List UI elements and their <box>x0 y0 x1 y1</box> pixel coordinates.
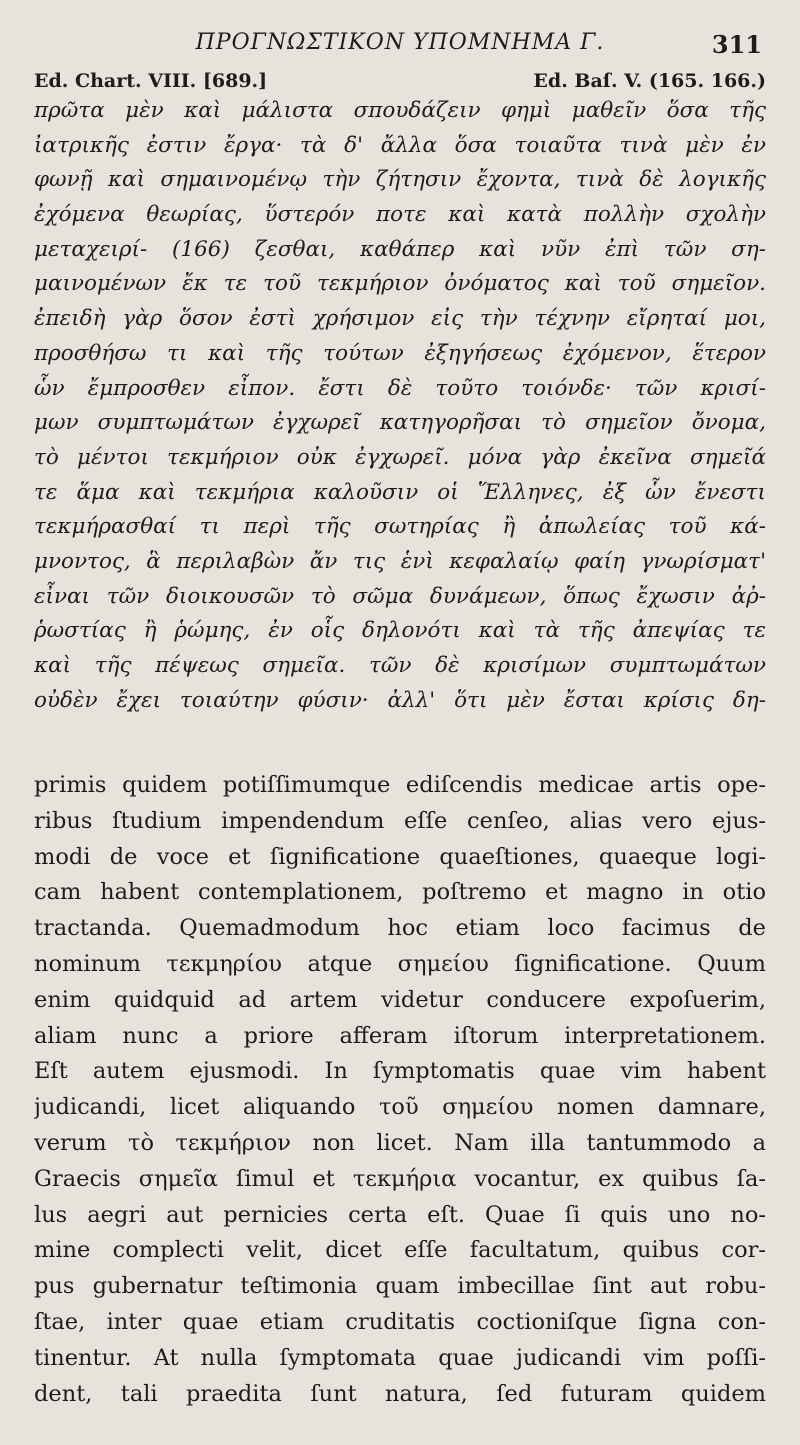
latin-line: modi de voce et ſignificatione quaeſtiones, quaeque logi- <box>34 843 766 870</box>
latin-line: mine complecti velit, dicet eſſe facultatum, quibus cor- <box>34 1237 766 1264</box>
greek-line: τὸ μέντοι τεκμήριον οὐκ ἐγχωρεῖ. μόνα γὰρ ἐκεῖνα σημεῖά <box>34 444 766 470</box>
greek-line: μεταχειρί- (166) ζεσθαι, καθάπερ καὶ νῦν ἐπὶ τῶν ση- <box>34 236 766 262</box>
latin-line: ribus ſtudium impendendum eſſe cenſeo, alias vero ejus- <box>34 807 766 834</box>
latin-line: dent, tali praedita ſunt natura, ſed futuram quidem <box>34 1380 766 1407</box>
greek-line: καὶ τῆς πέψεως σημεῖα. τῶν δὲ κρισίμων συμπτωμάτων <box>34 653 766 678</box>
greek-line: προσθήσω τι καὶ τῆς τούτων ἐξηγήσεως ἐχόμενον, ἕτερον <box>34 340 766 366</box>
edition-reference-left: Ed. Chart. VIII. [689.] <box>34 70 268 92</box>
latin-line: lus aegri aut pernicies certa eſt. Quae ſi quis uno no- <box>34 1201 766 1228</box>
greek-line: πρῶτα μὲν καὶ μάλιστα σπουδάζειν φημὶ μαθεῖν ὅσα τῆς <box>34 98 766 123</box>
greek-line: εἶναι τῶν διοικουσῶν τὸ σῶμα δυνάμεων, ὅπως ἔχωσιν ἀῤ- <box>34 583 766 609</box>
greek-line: μων συμπτωμάτων ἐγχωρεῖ κατηγορῆσαι τὸ σημεῖον ὄνομα, <box>34 410 766 436</box>
latin-line: Graecis σημεῖα ſimul et τεκμήρια vocantur, ex quibus ſa- <box>34 1165 766 1192</box>
latin-text-block <box>34 768 766 1412</box>
greek-line: ἰατρικῆς ἐστιν ἔργα· τὰ δ' ἄλλα ὅσα τοιαῦτα τινὰ μὲν ἐν <box>34 132 766 158</box>
latin-line: tinentur. At nulla ſymptomata quae judicandi vim poſſi- <box>34 1344 766 1371</box>
greek-line: ἐχόμενα θεωρίας, ὕστερόν ποτε καὶ κατὰ πολλὴν σχολὴν <box>34 202 766 228</box>
greek-line: τε ἅμα καὶ τεκμήρια καλοῦσιν οἱ Ἕλληνες, ἐξ ὧν ἔνεστι <box>34 479 766 505</box>
greek-line: φωνῇ καὶ σημαινομένῳ τὴν ζήτησιν ἔχοντα, τινὰ δὲ λογικῆς <box>34 167 766 193</box>
latin-line: aliam nunc a priore afferam iſtorum interpretationem. <box>34 1022 766 1049</box>
running-title: ΠΡΟΓΝΩΣΤΙΚΟΝ ΥΠΟΜΝΗΜΑ Γ. <box>195 30 605 55</box>
edition-reference-line <box>34 70 766 92</box>
latin-line: pus gubernatur teſtimonia quam imbecillae ſint aut robu- <box>34 1273 766 1300</box>
greek-text-block <box>34 94 766 718</box>
greek-line: ὧν ἔμπροσθεν εἶπον. ἔστι δὲ τοῦτο τοιόνδε· τῶν κρισί- <box>34 375 766 401</box>
greek-line: μαινομένων ἔκ τε τοῦ τεκμήριον ὀνόματος καὶ τοῦ σημεῖον. <box>34 271 766 297</box>
greek-line: ἐπειδὴ γὰρ ὅσον ἐστὶ χρήσιμον εἰς τὴν τέχνην εἴρηταί μοι, <box>34 306 766 332</box>
greek-line: οὐδὲν ἔχει τοιαύτην φύσιν· ἀλλ' ὅτι μὲν ἔσται κρίσις δη- <box>34 687 766 713</box>
latin-line: nominum τεκμηρίου atque σημείου ſignificatione. Quum <box>34 950 766 977</box>
latin-line: enim quidquid ad artem videtur conducere expoſuerim, <box>34 986 766 1013</box>
greek-line: τεκμήρασθαί τι περὶ τῆς σωτηρίας ἢ ἀπωλείας τοῦ κά- <box>34 514 766 540</box>
page-number: 311 <box>711 30 762 59</box>
latin-line: cam habent contemplationem, poſtremo et magno in otio <box>34 879 766 906</box>
latin-line: verum τὸ τεκμήριον non licet. Nam illa tantummodo a <box>34 1129 766 1156</box>
latin-line: tractanda. Quemadmodum hoc etiam loco facimus de <box>34 915 766 942</box>
edition-reference-right: Ed. Baſ. V. (165. 166.) <box>533 70 766 92</box>
greek-line: ῥωστίας ἢ ῥώμης, ἐν οἷς δηλονότι καὶ τὰ τῆς ἀπεψίας τε <box>34 618 766 644</box>
latin-line: judicandi, licet aliquando τοῦ σημείου nomen damnare, <box>34 1094 766 1121</box>
greek-line: μνοντος, ἃ περιλαβὼν ἄν τις ἑνὶ κεφαλαίῳ φαίη γνωρίσματ' <box>34 548 766 574</box>
latin-line: ſtae, inter quae etiam cruditatis coctioniſque ſigna con- <box>34 1308 766 1335</box>
latin-line: Eſt autem ejusmodi. In ſymptomatis quae vim habent <box>34 1058 766 1085</box>
latin-line: primis quidem potiſſimumque ediſcendis medicae artis ope- <box>34 772 766 798</box>
